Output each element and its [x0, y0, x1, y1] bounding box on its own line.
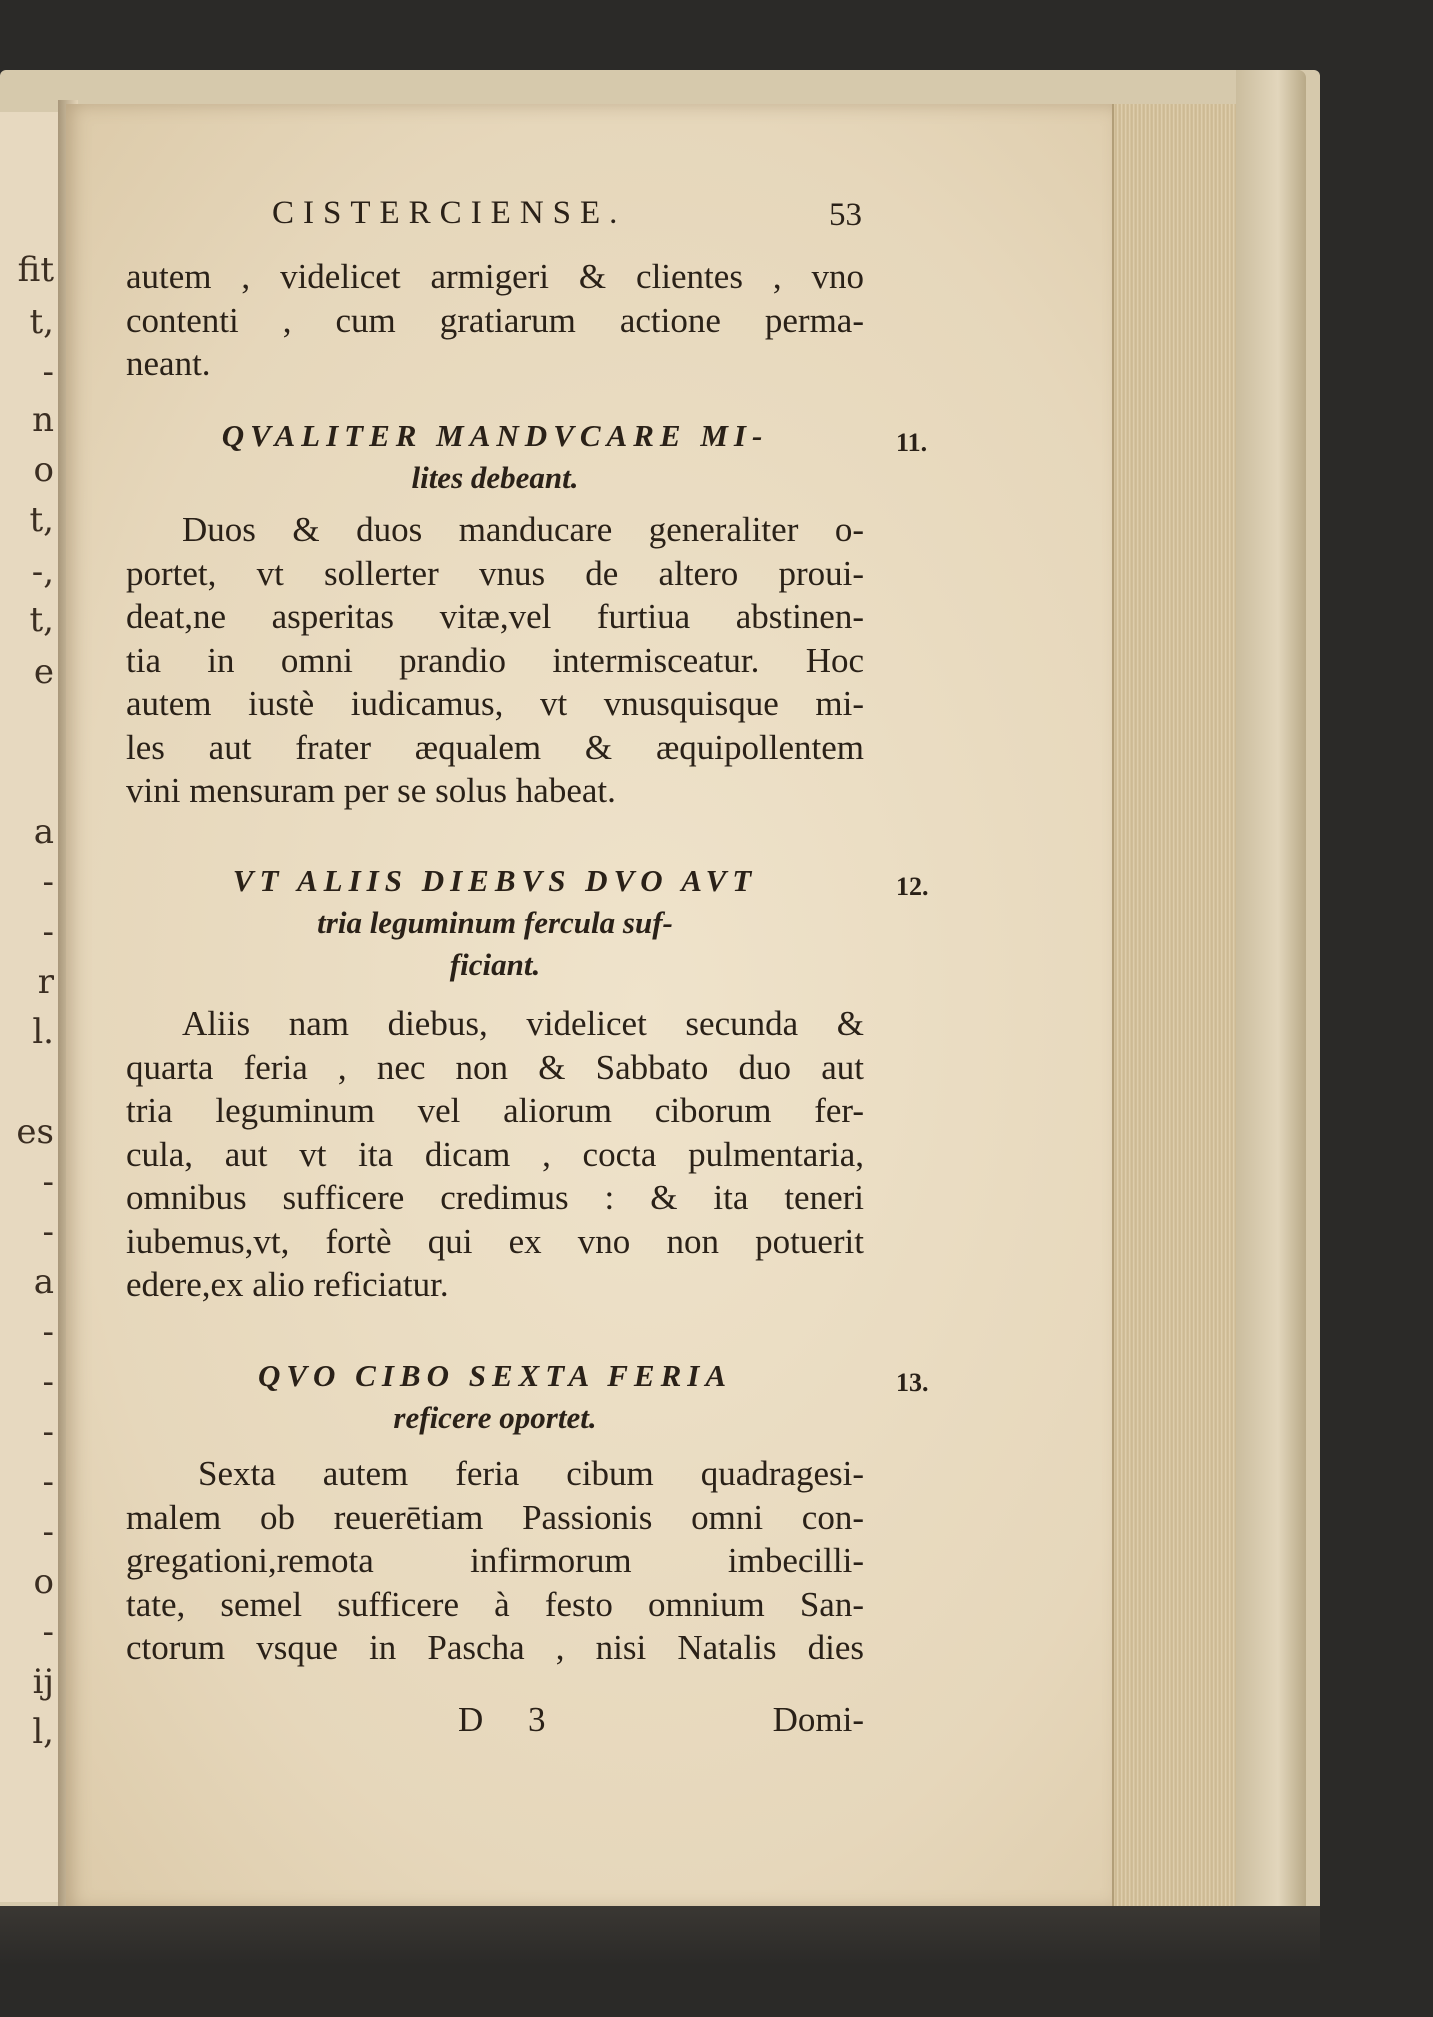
text-line: autem , videlicet armigeri & clientes , vno [126, 257, 864, 296]
section-number: 13. [896, 1368, 929, 1397]
text-line: neant. [126, 344, 211, 383]
section-number: 11. [896, 428, 928, 457]
page-footer [126, 1700, 864, 1748]
section-heading [126, 1355, 864, 1439]
text-line: omnibus sufficere credimus : & ita teneri [126, 1178, 864, 1217]
page-edges [1112, 104, 1244, 1910]
signature-mark: D 3 [458, 1700, 564, 1739]
heading-line: lites debeant. [411, 460, 579, 495]
heading-line: QVO CIBO SEXTA FERIA [257, 1358, 733, 1393]
facing-page-fragment: - [42, 1462, 54, 1502]
opening-paragraph [126, 255, 864, 386]
facing-page-fragment: t, [29, 600, 54, 640]
facing-page-fragment: ij [32, 1662, 54, 1702]
section-body [126, 1452, 864, 1670]
facing-page-fragment: - [42, 1512, 54, 1552]
vellum-cover [1236, 70, 1306, 1950]
facing-page-fragment: o [33, 1562, 54, 1602]
text-line: vini mensuram per se solus habeat. [126, 771, 616, 810]
facing-page-fragment: fit [17, 250, 54, 290]
facing-page-fragment: l. [32, 1012, 54, 1052]
background-shadow [0, 1906, 1320, 1966]
section-heading [126, 860, 864, 986]
facing-page-fragment: - [42, 912, 54, 952]
text-line: tria leguminum vel aliorum ciborum fer- [126, 1091, 864, 1130]
running-head [272, 195, 862, 245]
facing-page-fragment: - [42, 352, 54, 392]
section-heading [126, 415, 864, 499]
facing-page-fragment: a [33, 812, 54, 852]
facing-page-fragment: t, [29, 500, 54, 540]
text-line: Sexta autem feria cibum quadragesi- [198, 1454, 864, 1493]
catchword: Domi- [772, 1700, 864, 1739]
heading-line: QVALITER MANDVCARE MI- [221, 418, 769, 453]
facing-page-fragment: - [42, 1612, 54, 1652]
text-line: les aut frater æqualem & æquipollentem [126, 727, 864, 767]
facing-page-fragment: - [42, 862, 54, 902]
text-line: edere,ex alio reficiatur. [126, 1265, 449, 1304]
facing-page-fragment: n [32, 400, 54, 440]
heading-line: reficere oportet. [393, 1400, 597, 1435]
text-line: cula, aut vt ita dicam , cocta pulmentaria, [126, 1134, 864, 1174]
text-line: malem ob reuerētiam Passionis omni con- [126, 1497, 864, 1537]
text-line: quarta feria , nec non & Sabbato duo aut [126, 1047, 864, 1087]
text-line: autem iustè iudicamus, vt vnusquisque mi- [126, 684, 864, 723]
section-body [126, 508, 864, 813]
facing-page-fragment: - [42, 1362, 54, 1402]
section-number: 12. [896, 872, 929, 901]
facing-page-fragment: - [42, 1212, 54, 1252]
facing-page-fragment: - [42, 1162, 54, 1202]
text-line: tia in omni prandio intermisceatur. Hoc [126, 640, 864, 680]
facing-page-fragment: a [33, 1262, 54, 1302]
facing-page-fragment: -, [31, 552, 54, 592]
text-line: contenti , cum gratiarum actione perma- [126, 300, 864, 340]
facing-page-fragment: l, [32, 1712, 54, 1752]
text-line: tate, semel sufficere à festo omnium San- [126, 1584, 864, 1624]
facing-page-fragment: o [33, 450, 54, 490]
facing-page-fragment: - [42, 1412, 54, 1452]
text-line: deat,ne asperitas vitæ,vel furtiua abstinen- [126, 597, 864, 636]
heading-line: tria leguminum fercula suf- [317, 905, 673, 940]
section-body [126, 1002, 864, 1307]
facing-page-fragment: t, [29, 302, 54, 342]
text-line: gregationi,remota infirmorum imbecilli- [126, 1541, 864, 1580]
facing-page-fragment: es [16, 1112, 54, 1152]
text-line: ctorum vsque in Pascha , nisi Natalis dies [126, 1628, 864, 1667]
facing-page [0, 112, 61, 1902]
text-line: portet, vt sollerter vnus de altero proui- [126, 553, 864, 593]
running-head-title: CISTERCIENSE. [272, 195, 627, 231]
heading-line: VT ALIIS DIEBVS DVO AVT [232, 863, 758, 898]
page-number: 53 [829, 197, 862, 233]
text-line: Duos & duos manducare generaliter o- [182, 510, 864, 549]
text-line: Aliis nam diebus, videlicet secunda & [182, 1004, 864, 1043]
facing-page-text-edge [0, 112, 58, 1902]
facing-page-fragment: e [33, 652, 54, 692]
text-line: iubemus,vt, fortè qui ex vno non potuerit [126, 1221, 864, 1261]
heading-line: ficiant. [449, 947, 541, 982]
facing-page-fragment: r [37, 962, 54, 1002]
facing-page-fragment: - [42, 1312, 54, 1352]
